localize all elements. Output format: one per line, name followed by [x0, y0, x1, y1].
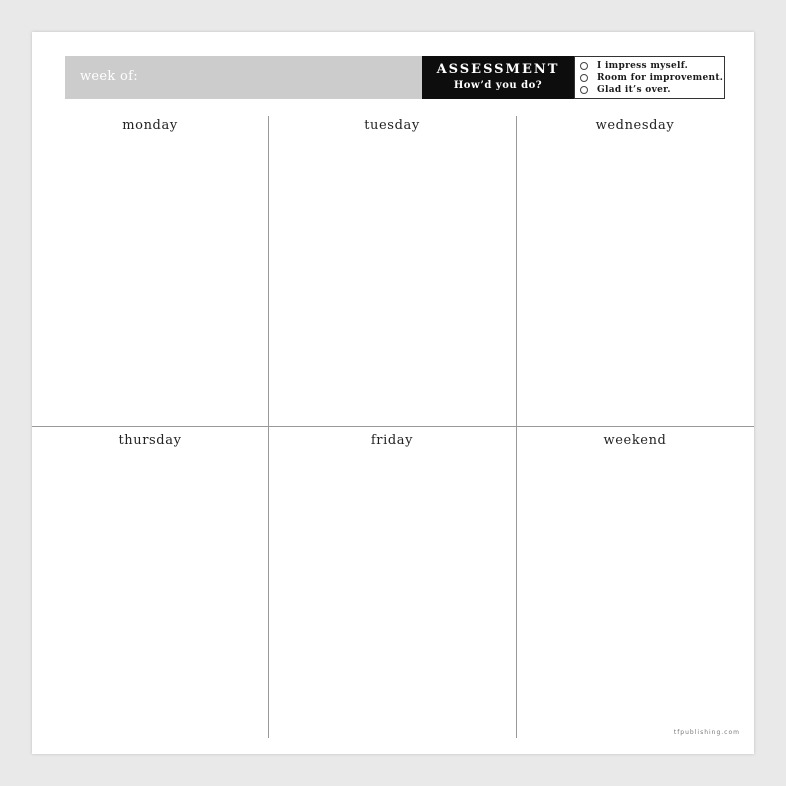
day-area-thursday[interactable] — [32, 452, 268, 738]
assessment-title: ASSESSMENT — [436, 62, 560, 77]
radio-circle-icon[interactable] — [580, 74, 588, 82]
day-area-wednesday[interactable] — [517, 137, 754, 425]
planner-header — [65, 56, 725, 99]
day-area-monday[interactable] — [32, 137, 268, 425]
assessment-option-label: I impress myself. — [597, 61, 689, 71]
day-label-monday: monday — [122, 118, 178, 133]
assessment-option-room[interactable] — [580, 72, 723, 84]
assessment-option-glad[interactable] — [580, 84, 671, 96]
assessment-subtitle: How’d you do? — [453, 80, 543, 91]
assessment-option-label: Room for improvement. — [597, 73, 724, 83]
day-area-friday[interactable] — [269, 452, 516, 738]
planner-sheet — [32, 32, 754, 754]
day-label-tuesday: tuesday — [364, 118, 420, 133]
week-of-field[interactable] — [65, 56, 422, 99]
week-of-label: week of: — [80, 69, 138, 84]
radio-circle-icon[interactable] — [580, 86, 588, 94]
radio-circle-icon[interactable] — [580, 62, 588, 70]
day-label-weekend: weekend — [603, 433, 667, 448]
assessment-option-impress[interactable] — [580, 60, 688, 72]
day-label-wednesday: wednesday — [595, 118, 675, 133]
publisher-url: tfpublishing.com — [673, 729, 740, 736]
day-label-friday: friday — [370, 433, 414, 448]
day-area-weekend[interactable] — [517, 452, 754, 722]
assessment-option-label: Glad it’s over. — [597, 85, 671, 95]
assessment-block — [422, 56, 574, 99]
day-label-thursday: thursday — [118, 433, 182, 448]
assessment-options — [574, 56, 725, 99]
day-area-tuesday[interactable] — [269, 137, 516, 425]
row-divider — [32, 426, 754, 427]
